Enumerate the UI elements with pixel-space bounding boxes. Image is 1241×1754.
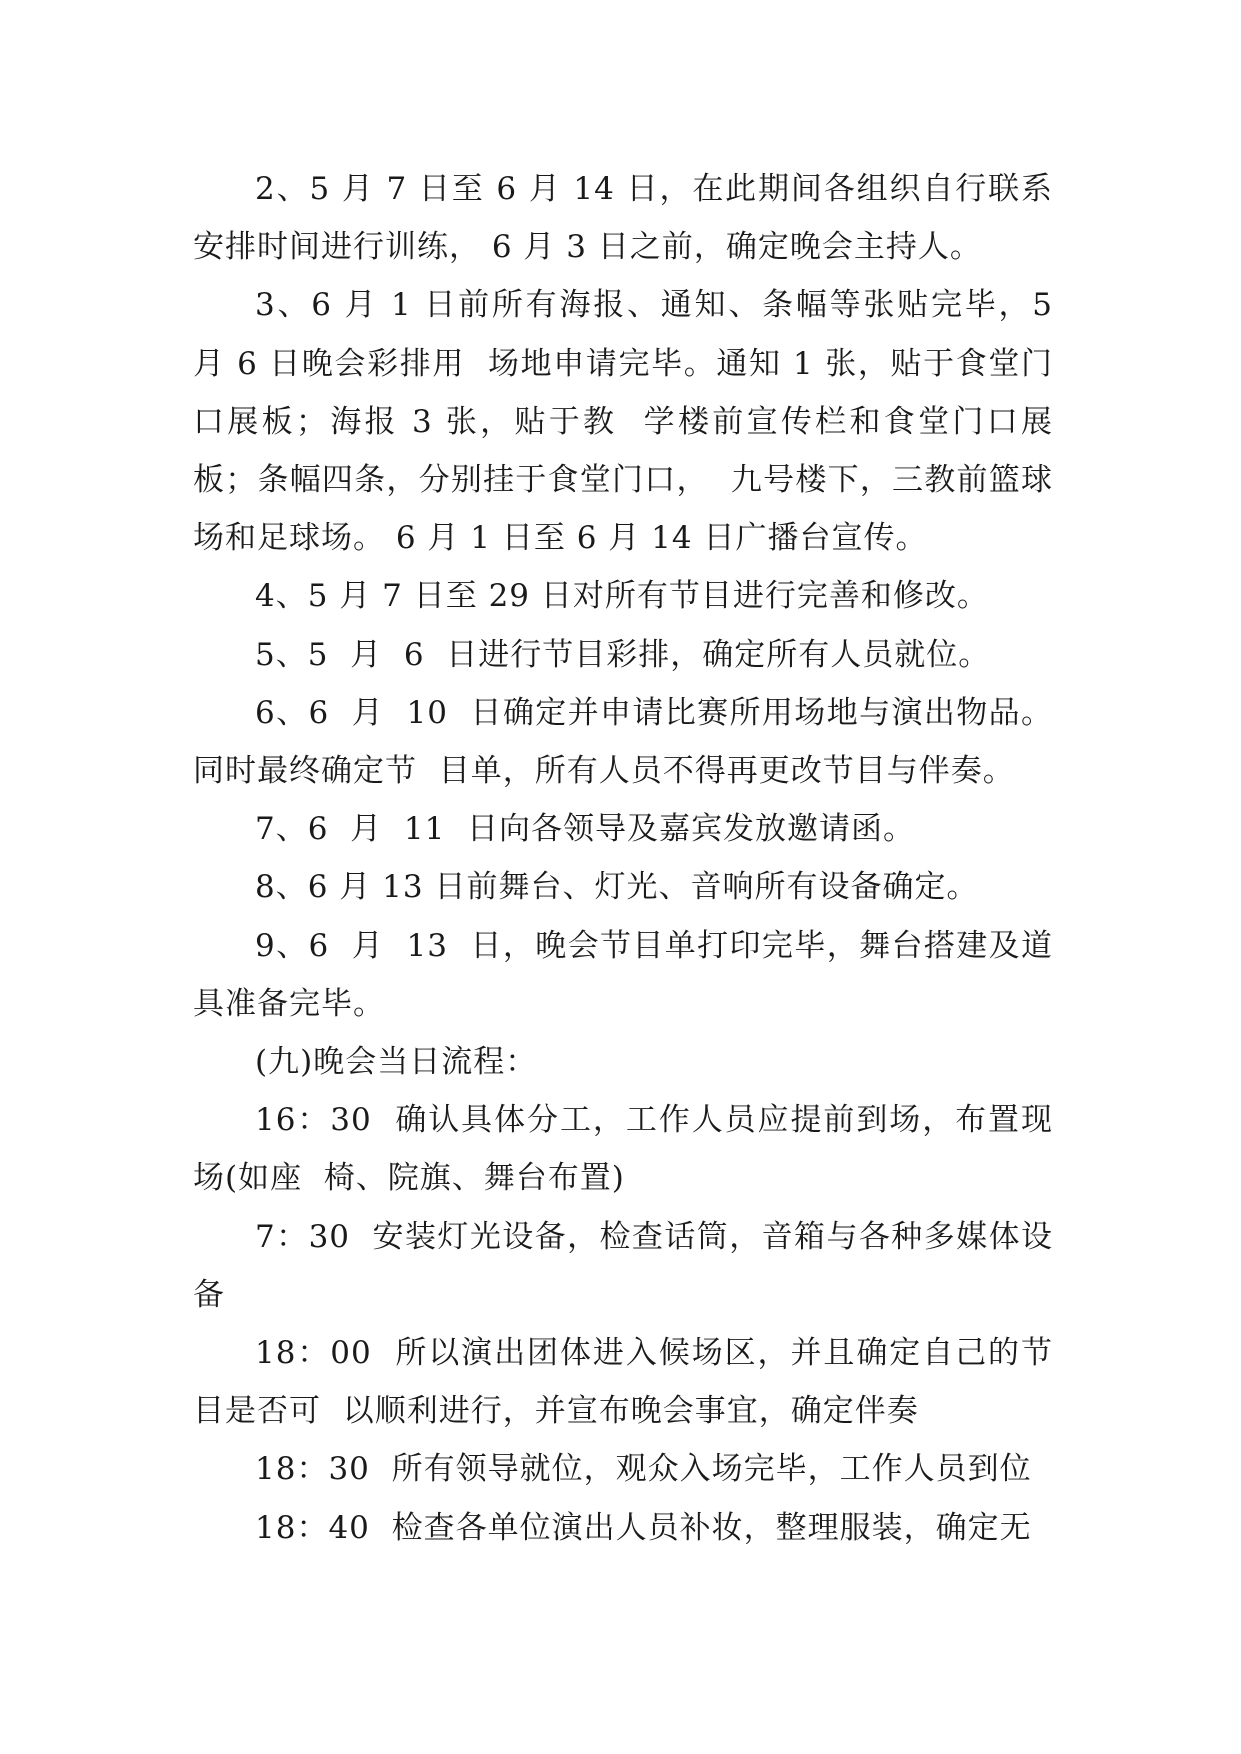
schedule-item-1840: 18：40 检查各单位演出人员补妆，整理服装，确定无	[255, 1509, 1032, 1546]
paragraph-item-6: 6、6 月 10 日确定并申请比赛所用场地与演出物品。同时最终确定节 目单，所有人员不得再更改节目与伴奏。	[193, 694, 1053, 790]
paragraph-item-3: 3、6 月 1 日前所有海报、通知、条幅等张贴完毕，5 月 6 日晚会彩排用 场地申请完毕。通知 1 张，贴于食堂门口展板；海报 3 张，贴于教 学楼前宣传栏和食堂门口展板；条幅四条，分别挂于食堂门口， 九号楼下，三教前篮球场和足球场。 6 月 1 日至 6 月 14 日广播台宣传。	[193, 287, 1064, 557]
document-body	[193, 160, 1064, 1557]
paragraph-item-5: 5、5 月 6 日进行节目彩排，确定所有人员就位。	[255, 636, 991, 673]
paragraph-item-7: 7、6 月 11 日向各领导及嘉宾发放邀请函。	[255, 811, 916, 848]
paragraph-item-2: 2、5 月 7 日至 6 月 14 日，在此期间各组织自行联系安排时间进行训练， 6 月 3 日之前，确定晚会主持人。	[193, 171, 1053, 266]
paragraph-item-4: 4、5 月 7 日至 29 日对所有节目进行完善和修改。	[255, 578, 989, 615]
schedule-item-1800: 18：00 所以演出团体进入候场区，并且确定自己的节目是否可 以顺利进行，并宣布晚会事宜，确定伴奏	[193, 1335, 1053, 1430]
schedule-item-1830: 18：30 所有领导就位，观众入场完毕，工作人员到位	[255, 1451, 1032, 1488]
paragraph-item-8: 8、6 月 13 日前舞台、灯光、音响所有设备确定。	[255, 869, 979, 906]
section-heading-evening-schedule: (九)晚会当日流程：	[255, 1044, 538, 1081]
schedule-item-1630: 16：30 确认具体分工，工作人员应提前到场，布置现场(如座 椅、院旗、舞台布置)	[193, 1102, 1053, 1197]
paragraph-item-9: 9、6 月 13 日，晚会节目单打印完毕，舞台搭建及道具准备完毕。	[193, 927, 1053, 1022]
schedule-item-0730: 7：30 安装灯光设备，检查话筒，音箱与各种多媒体设备	[193, 1218, 1053, 1313]
